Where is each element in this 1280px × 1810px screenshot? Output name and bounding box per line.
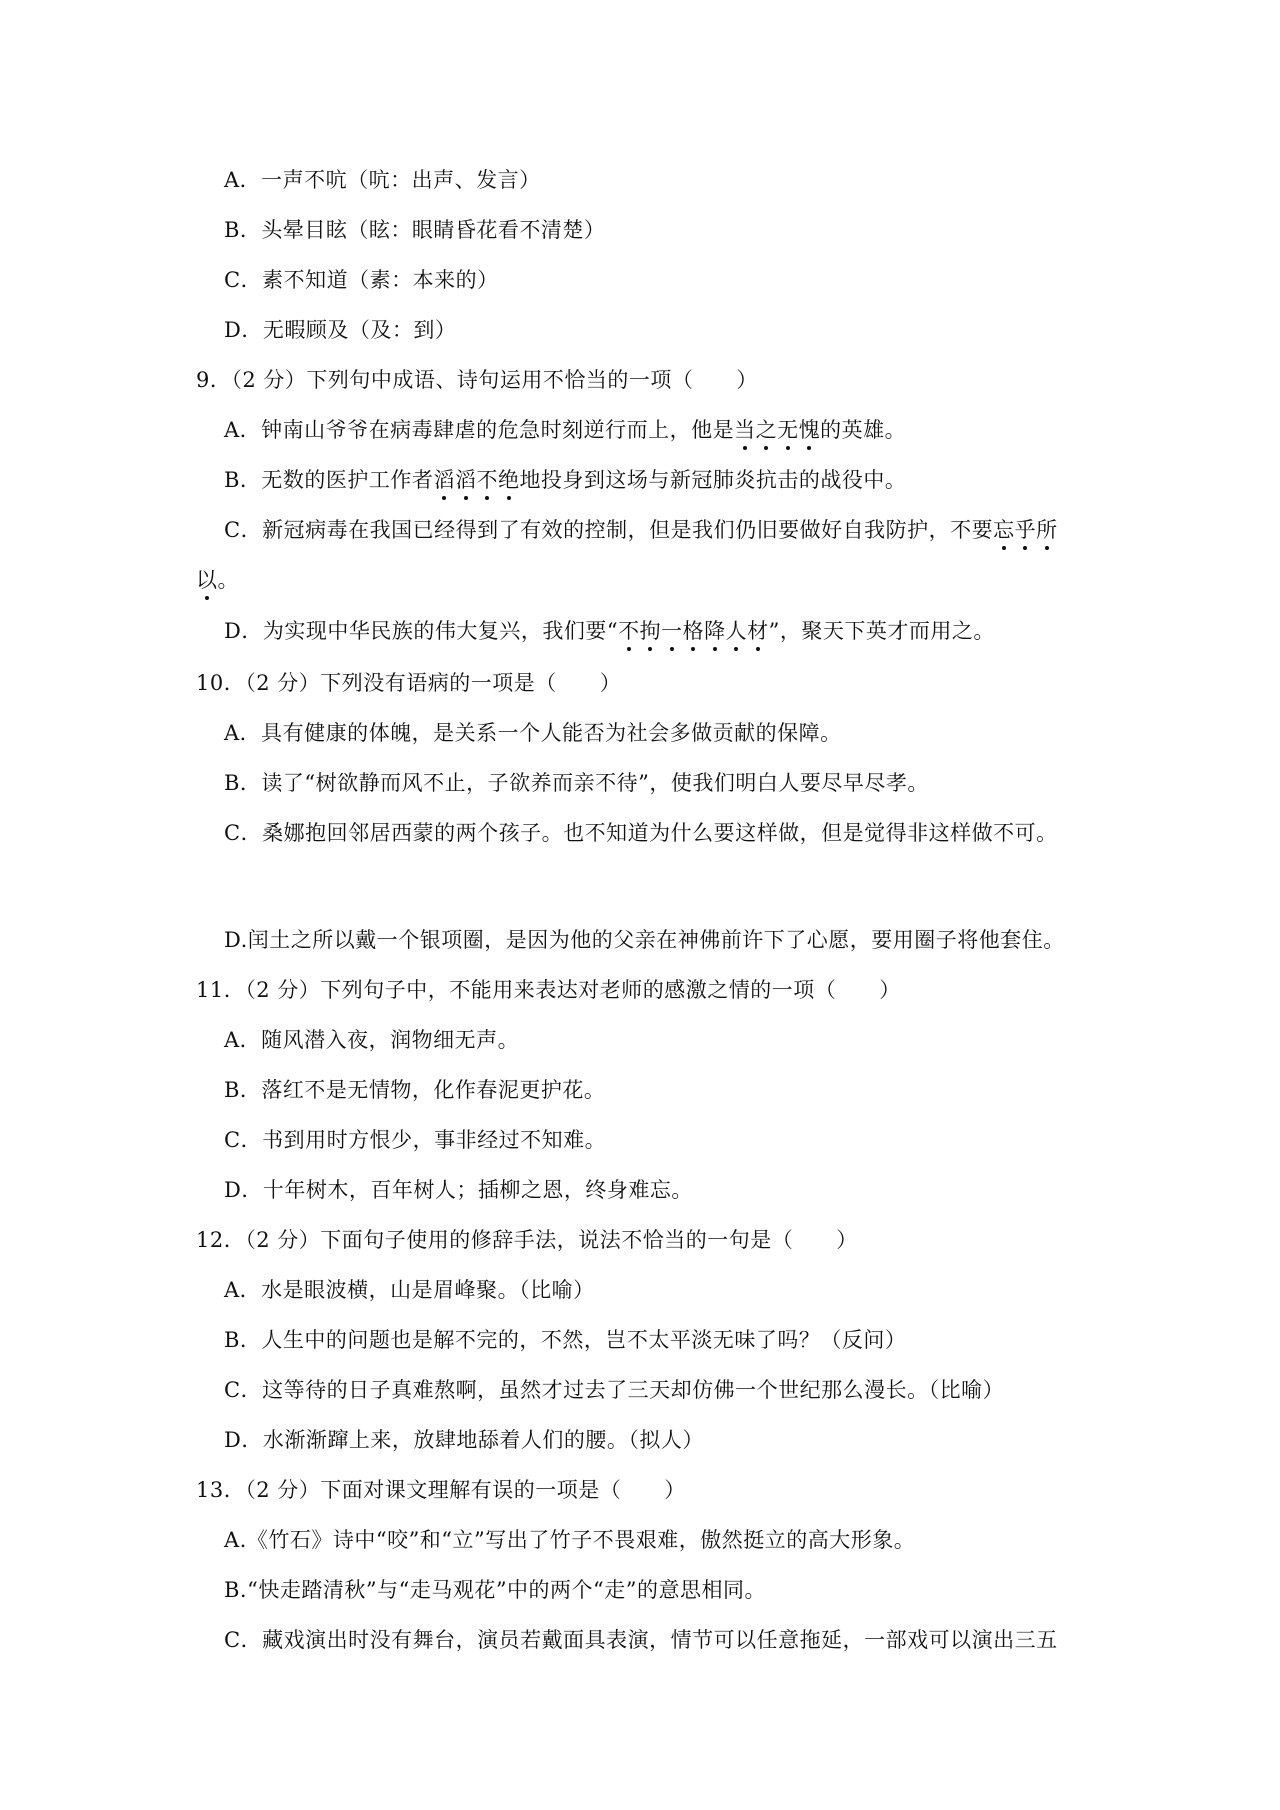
emphasis-char: 滔 — [454, 468, 477, 492]
q9-stem: 9．（2 分）下列句中成语、诗句运用不恰当的一项（ ） — [196, 368, 758, 392]
q11-option-b: B．落红不是无情物，化作春泥更护花。 — [224, 1078, 606, 1102]
q9-d-text-end: ”，聚天下英才而用之。 — [768, 619, 995, 643]
q11-stem: 11．（2 分）下列句子中，不能用来表达对老师的感激之情的一项（ ） — [196, 978, 901, 1002]
emphasis-char: 拘 — [639, 619, 662, 643]
q9-option-a — [224, 415, 906, 445]
emphasis-char: 当 — [734, 418, 756, 442]
q13-stem: 13．（2 分）下面对课文理解有误的一项是（ ） — [196, 1478, 686, 1502]
emphasis-char: 降 — [704, 619, 726, 643]
emphasis-char: 不 — [618, 619, 640, 643]
q8-option-b: B．头晕目眩（眩：眼睛昏花看不清楚） — [224, 218, 606, 242]
q9-a-text: A．钟南山爷爷在病毒肆虐的危急时刻逆行而上，他是 — [224, 418, 735, 442]
emphasis-char: 材 — [747, 619, 769, 643]
q8-option-d: D．无暇顾及（及：到） — [224, 318, 457, 342]
q9-a-text-end: 的英雄。 — [820, 418, 907, 442]
q8-option-c: C．素不知道（素：本来的） — [224, 268, 499, 292]
q10-stem: 10．（2 分）下列没有语病的一项是（ ） — [196, 671, 622, 695]
emphasis-char: 之 — [755, 418, 778, 442]
emphasis-char: 忘 — [993, 518, 1015, 542]
q12-option-c: C．这等待的日子真难熬啊，虽然才过去了三天却仿佛一个世纪那么漫长。（比喻） — [224, 1378, 1005, 1402]
emphasis-char: 一 — [661, 619, 683, 643]
q9-b-text: B．无数的医护工作者 — [224, 468, 434, 492]
emphasis-char: 不 — [476, 468, 498, 492]
q10-option-d: D.闰土之所以戴一个银项圈，是因为他的父亲在神佛前许下了心愿，要用圈子将他套住。 — [224, 928, 1065, 952]
emphasis-char: 绝 — [497, 468, 520, 492]
q12-option-d: D．水渐渐蹿上来，放肆地舔着人们的腰。（拟人） — [224, 1428, 704, 1452]
emphasis-char: 以 — [196, 568, 218, 592]
q13-option-a: A.《竹石》诗中“咬”和“立”写出了竹子不畏艰难，傲然挺立的高大形象。 — [224, 1528, 916, 1552]
emphasis-char: 格 — [682, 619, 705, 643]
q12-stem: 12．（2 分）下面句子使用的修辞手法，说法不恰当的一句是（ ） — [196, 1228, 858, 1252]
emphasis-char: 所 — [1036, 518, 1058, 542]
q13-option-c: C．藏戏演出时没有舞台，演员若戴面具表演，情节可以任意拖延，一部戏可以演出三五 — [224, 1628, 1058, 1652]
emphasis-char: 乎 — [1014, 518, 1037, 542]
q10-option-b: B．读了“树欲静而风不止，子欲养而亲不待”，使我们明白人要尽早尽孝。 — [224, 771, 929, 795]
q9-b-text-end: 地投身到这场与新冠肺炎抗击的战役中。 — [519, 468, 907, 492]
q12-option-a: A．水是眼波横，山是眉峰聚。（比喻） — [224, 1278, 595, 1302]
q11-option-a: A．随风潜入夜，润物细无声。 — [224, 1028, 520, 1052]
q9-d-text: D．为实现中华民族的伟大复兴，我们要“ — [224, 619, 619, 643]
q13-option-b: B.“快走踏清秋”与“走马观花”中的两个“走”的意思相同。 — [224, 1578, 767, 1602]
emphasis-char: 人 — [725, 619, 748, 643]
q8-option-a: A．一声不吭（吭：出声、发言） — [224, 168, 541, 192]
q9-c-text: C．新冠病毒在我国已经得到了有效的控制，但是我们仍旧要做好自我防护，不要 — [224, 518, 994, 542]
q9-option-d — [224, 616, 995, 646]
q12-option-b: B．人生中的问题也是解不完的，不然，岂不太平淡无味了吗？（反问） — [224, 1328, 907, 1352]
q11-option-d: D．十年树木，百年树人；插柳之恩，终身难忘。 — [224, 1178, 693, 1202]
q10-option-a: A．具有健康的体魄，是关系一个人能否为社会多做贡献的保障。 — [224, 721, 842, 745]
q9-option-b — [224, 465, 906, 495]
q9-c-text-end: 。 — [217, 568, 239, 592]
emphasis-char: 愧 — [798, 418, 821, 442]
emphasis-char: 滔 — [433, 468, 455, 492]
q9-option-c-continued — [196, 565, 239, 595]
q11-option-c: C．书到用时方恨少，事非经过不知难。 — [224, 1128, 607, 1152]
q9-option-c — [224, 515, 1058, 545]
q10-option-c: C．桑娜抱回邻居西蒙的两个孩子。也不知道为什么要这样做，但是觉得非这样做不可。 — [224, 821, 1058, 845]
emphasis-char: 无 — [777, 418, 799, 442]
